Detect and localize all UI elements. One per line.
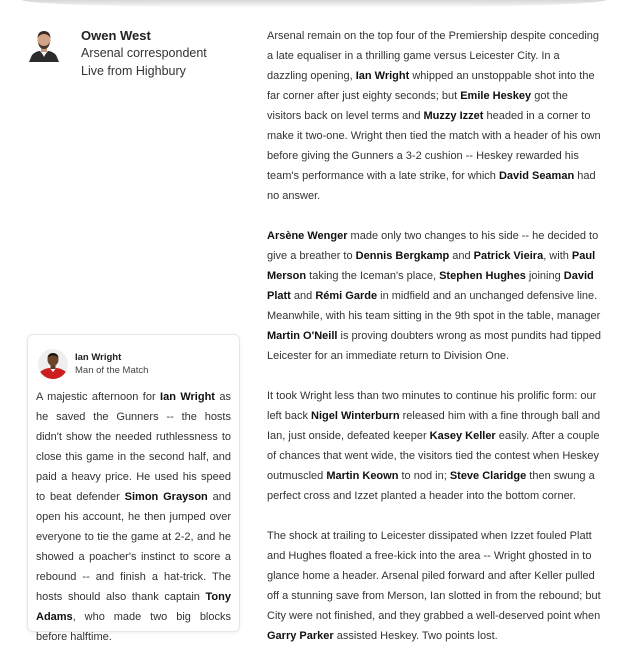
- player-name: Kasey Keller: [429, 430, 496, 442]
- text-run: made only two changes to his side -- he decided to give a breather to: [267, 230, 599, 262]
- text-run: The shock at trailing to Leicester dissipated when Izzet fouled Platt and Hughes floated a free-kick into the area -- Wright ghosted in to glance home a header. Arsenal piled forward and after Keller pulled off a stunning save from Merson, Ian slotted in from the rebound; but City were not finished, and they grabbed a well-deserved point when: [267, 530, 601, 622]
- text-run: , with: [543, 250, 572, 262]
- text-run: is proving doubters wrong as most pundits had tipped Leicester for an immediate return to Division One.: [267, 330, 602, 362]
- article-paragraph: [267, 226, 603, 366]
- player-name: Tony Adams: [36, 591, 231, 623]
- text-run: A majestic afternoon for: [36, 391, 161, 403]
- player-name: Ian Wright: [355, 70, 410, 82]
- text-run: had no answer.: [267, 170, 596, 202]
- player-name: Emile Heskey: [460, 90, 532, 102]
- text-run: joining: [525, 270, 564, 282]
- player-name: Patrick Vieira: [473, 250, 544, 262]
- author-name: Owen West: [81, 28, 151, 43]
- article-paragraph: [267, 526, 603, 646]
- text-run: taking the Iceman's place,: [306, 270, 440, 282]
- player-name: David Seaman: [498, 170, 575, 182]
- text-run: easily. After a couple of chances that went wide, the visitors tied the contest when Heskey outmuscled: [267, 430, 600, 482]
- player-name: Ian Wright: [160, 391, 215, 403]
- article-paragraph: [267, 26, 603, 206]
- article-paragraph: [267, 386, 603, 506]
- text-run: and: [290, 290, 316, 302]
- text-run: and open his account, he then jumped over everyone to tie the game at 2-2, and he showed a poacher's instinct to score a rebound -- and finish a hat-trick. The hosts should also thank captain: [36, 491, 231, 603]
- player-name: Steve Claridge: [449, 470, 527, 482]
- author-location: Live from Highbury: [81, 64, 186, 78]
- motm-text: [36, 387, 231, 647]
- motm-role: Man of the Match: [75, 365, 149, 376]
- text-run: to nod in;: [398, 470, 450, 482]
- player-name: David Platt: [267, 270, 594, 302]
- player-name: Muzzy Izzet: [423, 110, 484, 122]
- text-run: in midfield and an unchanged defensive line. Meanwhile, with his team sitting in the 9th spot in the table, manager: [267, 290, 601, 322]
- text-run: Arsenal remain on the top four of the Premiership despite conceding a late equaliser in a thrilling game versus Leicester City. In a dazzling opening,: [267, 30, 600, 82]
- player-name: Nigel Winterburn: [311, 410, 400, 422]
- text-run: and: [449, 250, 474, 262]
- text-run: headed in a corner to make it two-one. Wright then tied the match with a header of his own before giving the Gunners a 3-2 cushion -- Heskey rewarded his team's performance with a late strike, for which: [267, 110, 601, 182]
- text-run: , who made two big blocks before halftime.: [36, 611, 231, 643]
- player-name: Arsène Wenger: [267, 230, 348, 242]
- text-run: whipped an unstoppable shot into the far corner after just eighty seconds; but: [267, 70, 595, 102]
- player-name: Paul Merson: [267, 250, 596, 282]
- top-shadow: [22, 0, 606, 8]
- text-run: assisted Heskey. Two points lost.: [333, 630, 498, 642]
- author-role: Arsenal correspondent: [81, 46, 207, 60]
- player-name: Garry Parker: [267, 630, 334, 642]
- text-run: then swung a perfect cross and Izzet planted a header into the bottom corner.: [267, 470, 595, 502]
- text-run: got the visitors back on level terms and: [267, 90, 568, 122]
- author-block: [27, 28, 247, 88]
- author-avatar: [27, 28, 61, 62]
- text-run: as he saved the Gunners -- the hosts didn't show the needed ruthlessness to close this game in the second half, and paid a heavy price. He used his speed to beat defender: [36, 391, 231, 503]
- player-name: Martin Keown: [326, 470, 399, 482]
- author-meta: [81, 28, 207, 80]
- player-name: Stephen Hughes: [439, 270, 526, 282]
- text-run: It took Wright less than two minutes to continue his prolific form: our left back: [267, 390, 597, 422]
- player-name: Martin O'Neill: [267, 330, 338, 342]
- text-run: released him with a fine through ball and Ian, just onside, defeated keeper: [267, 410, 601, 442]
- player-name: Rémi Garde: [315, 290, 378, 302]
- motm-name: Ian Wright: [75, 352, 122, 363]
- player-name: Dennis Bergkamp: [355, 250, 450, 262]
- motm-avatar: [38, 349, 68, 379]
- man-of-the-match-card: [28, 335, 239, 643]
- player-name: Simon Grayson: [124, 491, 208, 503]
- article-body: [267, 26, 603, 666]
